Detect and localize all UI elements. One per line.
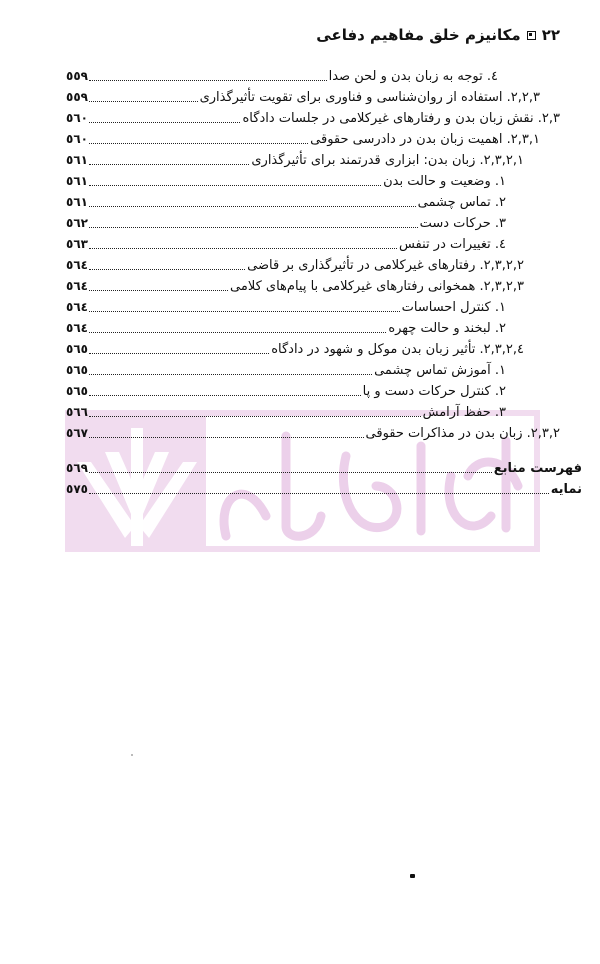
dot-leader bbox=[89, 374, 372, 375]
toc-entry-page: ٥٦٥ bbox=[66, 363, 88, 377]
toc-entry-title: ٤. توجه به زبان بدن و لحن صدا bbox=[328, 69, 498, 84]
book-title: مکانیزم خلق مفاهیم دفاعی bbox=[316, 26, 521, 44]
toc-entry-page: ٥٦٩ bbox=[66, 461, 88, 475]
toc-entry-page: ٥٦٤ bbox=[66, 300, 88, 314]
toc-entry-title: ٣. حفظ آرامش bbox=[422, 405, 506, 420]
toc-entry-page: ٥٦٤ bbox=[66, 258, 88, 272]
toc-entry-page: ٥٦٢ bbox=[66, 216, 88, 230]
scan-speck bbox=[131, 754, 133, 756]
dot-leader bbox=[89, 290, 228, 291]
toc-entry-title: ٢,٣,٢,٤. تأثیر زبان بدن موکل و شهود در دادگاه bbox=[271, 342, 524, 357]
toc-entry-title: ١. آموزش تماس چشمی bbox=[374, 363, 506, 378]
toc-entry-title: ٢,٣,٢,١. زبان بدن: ابزاری قدرتمند برای تأثیرگذاری bbox=[251, 153, 524, 168]
dot-leader bbox=[89, 472, 492, 473]
page-number: ۲۲ bbox=[541, 26, 560, 44]
dot-leader bbox=[89, 143, 308, 144]
toc-entry-title: ٢,٣,٢,٢. رفتارهای غیرکلامی در تأثیرگذاری بر قاضی bbox=[247, 258, 524, 273]
toc-entry[interactable] bbox=[66, 169, 560, 190]
toc-entry-title: ٤. تغییرات در تنفس bbox=[398, 237, 506, 252]
toc-entry-page: ٥٦٧ bbox=[66, 426, 88, 440]
toc-entry-page: ٥٥٩ bbox=[66, 69, 88, 83]
toc-entry-title: ٢. تماس چشمی bbox=[417, 195, 506, 210]
toc-entry-index[interactable] bbox=[66, 477, 582, 498]
square-bullet-icon bbox=[527, 31, 536, 40]
dot-leader bbox=[89, 332, 386, 333]
toc-entry[interactable] bbox=[66, 64, 560, 85]
toc-entry-title: ٢,٣,٢,٣. همخوانی رفتارهای غیرکلامی با پیام‌های کلامی bbox=[230, 279, 524, 294]
toc-entry[interactable] bbox=[66, 232, 560, 253]
dot-leader bbox=[89, 493, 549, 494]
running-header bbox=[316, 26, 560, 44]
toc-entry[interactable] bbox=[66, 337, 560, 358]
footer-mark-icon bbox=[410, 874, 415, 878]
toc-entry-page: ٥٥٩ bbox=[66, 90, 88, 104]
section-gap bbox=[66, 442, 560, 456]
toc-entry-title: ١. وضعیت و حالت بدن bbox=[383, 174, 506, 189]
dot-leader bbox=[89, 395, 361, 396]
dot-leader bbox=[89, 311, 400, 312]
toc-entry-title: ٣. حرکات دست bbox=[419, 216, 506, 231]
dot-leader bbox=[89, 248, 397, 249]
dot-leader bbox=[89, 416, 421, 417]
toc-entry-page: ٥٦٠ bbox=[66, 132, 88, 146]
toc-entry-title: ٢,٣. نقش زبان بدن و رفتارهای غیرکلامی در جلسات دادگاه bbox=[242, 111, 560, 126]
toc-entry-page: ٥٦١ bbox=[66, 195, 88, 209]
toc-entry-page: ٥٦٤ bbox=[66, 279, 88, 293]
toc-entry[interactable] bbox=[66, 211, 560, 232]
toc-entry[interactable] bbox=[66, 316, 560, 337]
toc-entry-page: ٥٦٥ bbox=[66, 384, 88, 398]
toc-entry[interactable] bbox=[66, 358, 560, 379]
dot-leader bbox=[89, 353, 269, 354]
toc-entry-references[interactable] bbox=[66, 456, 582, 477]
toc-entry-title: فهرست منابع bbox=[493, 461, 582, 476]
dot-leader bbox=[89, 80, 327, 81]
toc-entry-page: ٥٦١ bbox=[66, 174, 88, 188]
dot-leader bbox=[89, 206, 416, 207]
toc-entry[interactable] bbox=[66, 85, 560, 106]
toc-entry[interactable] bbox=[66, 274, 560, 295]
toc-entry[interactable] bbox=[66, 379, 560, 400]
dot-leader bbox=[89, 227, 418, 228]
toc-entry[interactable] bbox=[66, 190, 560, 211]
toc-entry-page: ٥٦١ bbox=[66, 153, 88, 167]
toc-entry[interactable] bbox=[66, 421, 560, 442]
toc-entry-title: نمایه bbox=[550, 482, 582, 497]
toc-entry-title: ٢,٢,٣. استفاده از روان‌شناسی و فناوری برای تقویت تأثیرگذاری bbox=[199, 90, 540, 105]
dot-leader bbox=[89, 185, 381, 186]
toc-entry-page: ٥٦٦ bbox=[66, 405, 88, 419]
toc-entry[interactable] bbox=[66, 148, 560, 169]
dot-leader bbox=[89, 164, 249, 165]
dot-leader bbox=[89, 101, 198, 102]
table-of-contents bbox=[66, 64, 582, 498]
dot-leader bbox=[89, 437, 364, 438]
toc-entry[interactable] bbox=[66, 127, 560, 148]
dot-leader bbox=[89, 269, 245, 270]
toc-entry-page: ٥٦٠ bbox=[66, 111, 88, 125]
toc-entry[interactable] bbox=[66, 400, 560, 421]
toc-entry[interactable] bbox=[66, 106, 560, 127]
toc-entry[interactable] bbox=[66, 253, 560, 274]
toc-entry-page: ٥٧٥ bbox=[66, 482, 88, 496]
toc-entry-title: ١. کنترل احساسات bbox=[401, 300, 506, 315]
dot-leader bbox=[89, 122, 241, 123]
toc-entry[interactable] bbox=[66, 295, 560, 316]
toc-entry-title: ٢. کنترل حرکات دست و پا bbox=[362, 384, 506, 399]
toc-entry-page: ٥٦٥ bbox=[66, 342, 88, 356]
toc-entry-title: ٢. لبخند و حالت چهره bbox=[388, 321, 506, 336]
toc-entry-title: ٢,٣,٢. زبان بدن در مذاکرات حقوقی bbox=[365, 426, 560, 441]
toc-entry-page: ٥٦٣ bbox=[66, 237, 88, 251]
toc-entry-title: ٢,٣,١. اهمیت زبان بدن در دادرسی حقوقی bbox=[310, 132, 540, 147]
toc-entry-page: ٥٦٤ bbox=[66, 321, 88, 335]
